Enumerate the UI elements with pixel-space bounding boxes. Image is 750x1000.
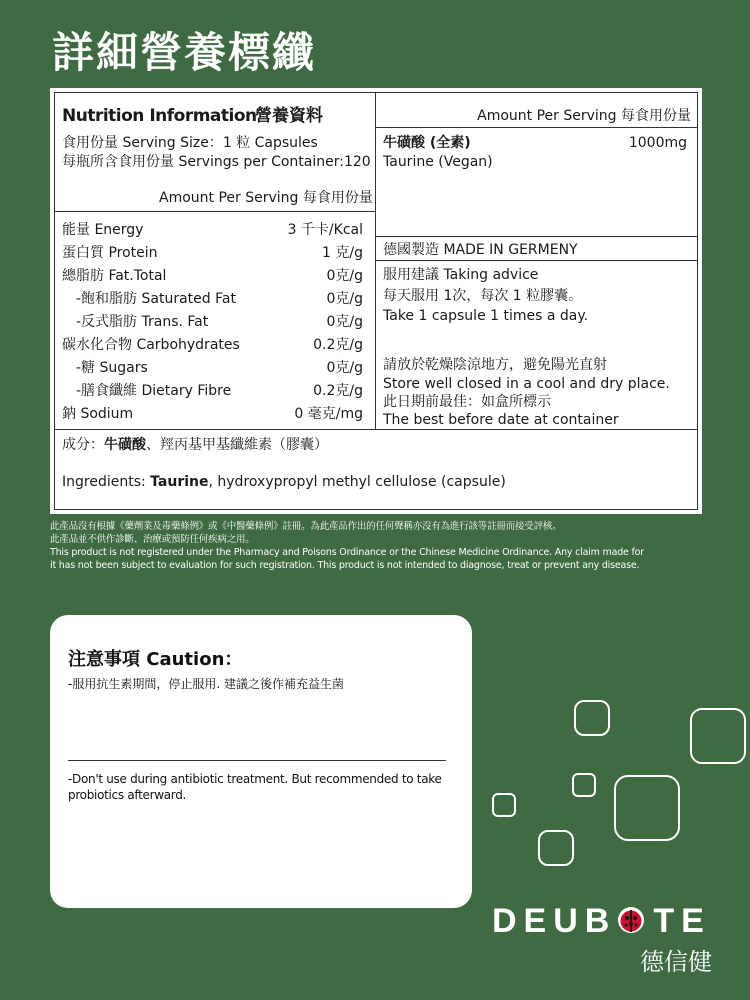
- nutrient-label: -飽和脂肪 Saturated Fat: [76, 291, 236, 307]
- made-in-text: 德國製造 MADE IN GERMENY: [383, 242, 578, 258]
- divider-right-mid: [375, 236, 697, 237]
- brand-chinese-name: 德信健: [640, 948, 712, 976]
- best-before-zh: 此日期前最佳：如盒所標示: [383, 394, 551, 410]
- decorative-square: [574, 700, 610, 736]
- nutrient-label: -反式脂肪 Trans. Fat: [76, 314, 209, 330]
- nutrient-value: 0克/g: [326, 291, 363, 307]
- disclaimer-en-line: This product is not registered under the Pharmacy and Poisons Ordinance or the Chinese Medicine Ordinance. Any claim made for: [50, 547, 644, 558]
- nutrient-label: -膳食纖維 Dietary Fibre: [76, 383, 232, 399]
- advice-en: Take 1 capsule 1 times a day.: [383, 308, 589, 324]
- label-top-area: [55, 93, 697, 429]
- storage-en: Store well closed in a cool and dry place.: [383, 376, 670, 392]
- ladybug-icon: [616, 905, 646, 935]
- nutrient-label: 蛋白質 Protein: [62, 245, 158, 261]
- caution-title: 注意事項 Caution：: [68, 649, 243, 670]
- ingredients-en: [62, 473, 506, 491]
- amount-per-serving-right: Amount Per Serving 每食用份量: [477, 108, 691, 124]
- disclaimer-zh-line: 此產品並不供作診斷、治療或預防任何疾病之用。: [50, 534, 255, 545]
- active-ingredient-en: Taurine (Vegan): [383, 154, 493, 170]
- servings-per-container: 每瓶所含食用份量 Servings per Container:120: [62, 154, 371, 170]
- nutrition-label-panel: [50, 88, 702, 514]
- ingredients-zh-prefix: 成分：: [62, 437, 104, 453]
- nutrition-header-en: Nutrition Information: [62, 106, 257, 126]
- decorative-square: [614, 775, 680, 841]
- column-divider: [375, 93, 376, 429]
- nutrition-header-zh: 營養資料: [255, 106, 323, 126]
- brand-wordmark-left: DEUB: [492, 902, 617, 940]
- nutrient-label: 能量 Energy: [62, 222, 144, 238]
- decorative-square: [538, 830, 574, 866]
- active-ingredient-amount: 1000mg: [628, 135, 687, 151]
- nutrient-value: 0 毫克/mg: [294, 406, 363, 422]
- serving-size: 食用份量 Serving Size：1 粒 Capsules: [62, 135, 318, 151]
- caution-card: [50, 615, 472, 908]
- brand-wordmark: [492, 902, 711, 941]
- ingredients-zh: [62, 436, 328, 454]
- advice-zh: 每天服用 1次，每次 1 粒膠囊。: [383, 288, 583, 304]
- decorative-square: [572, 773, 596, 797]
- nutrition-label-frame: [54, 92, 698, 510]
- best-before-en: The best before date at container: [383, 412, 619, 428]
- nutrient-label: 鈉 Sodium: [62, 406, 134, 422]
- divider-left: [55, 211, 375, 212]
- nutrient-label: 碳水化合物 Carbohydrates: [62, 337, 240, 353]
- nutrient-label: -糖 Sugars: [76, 360, 148, 376]
- nutrient-value: 0克/g: [326, 268, 363, 284]
- ingredients-zh-bold: 牛磺酸: [104, 437, 146, 453]
- brand-wordmark-right: TE: [653, 902, 711, 940]
- decorative-square: [690, 708, 746, 764]
- nutrient-value: 3 千卡/Kcal: [287, 222, 363, 238]
- divider-right-madein: [375, 260, 697, 261]
- disclaimer-en-line: it has not been subject to evaluation for such registration. This product is not intended to diagnose, treat or prevent any disease.: [50, 560, 640, 571]
- nutrient-value: 0克/g: [326, 314, 363, 330]
- divider-ingredients: [55, 429, 697, 430]
- caution-divider: [68, 760, 446, 761]
- nutrient-value: 0.2克/g: [313, 337, 363, 353]
- ingredients-en-prefix: Ingredients:: [62, 474, 151, 490]
- amount-per-serving-left: Amount Per Serving 每食用份量: [159, 190, 373, 206]
- nutrient-value: 1 克/g: [322, 245, 363, 261]
- decorative-square: [492, 793, 516, 817]
- page-title: 詳細營養標纖: [52, 28, 317, 77]
- divider-right-top: [375, 127, 697, 128]
- nutrient-label: 總脂肪 Fat.Total: [62, 268, 167, 284]
- ingredients-en-bold: Taurine: [150, 474, 209, 490]
- storage-zh: 請放於乾燥陰涼地方，避免陽光直射: [383, 357, 607, 373]
- regulatory-disclaimer: [50, 520, 710, 572]
- advice-title: 服用建議 Taking advice: [383, 267, 539, 283]
- active-ingredient-zh: 牛磺酸 (全素): [383, 135, 471, 151]
- disclaimer-zh-line: 此產品沒有根據《藥劑業及毒藥條例》或《中醫藥條例》註冊。為此產品作出的任何聲稱亦沒有為進行該等註冊而接受評核。: [50, 521, 562, 532]
- nutrient-value: 0.2克/g: [313, 383, 363, 399]
- ingredients-en-rest: , hydroxypropyl methyl cellulose (capsule): [208, 474, 506, 490]
- caution-text-zh: -服用抗生素期間，停止服用. 建議之後作補充益生菌: [68, 677, 344, 691]
- ingredients-zh-rest: 、羥丙基甲基纖維素（膠囊）: [146, 437, 328, 453]
- nutrient-value: 0克/g: [326, 360, 363, 376]
- caution-text-en: -Don't use during antibiotic treatment. But recommended to take probiotics afterward.: [68, 772, 442, 802]
